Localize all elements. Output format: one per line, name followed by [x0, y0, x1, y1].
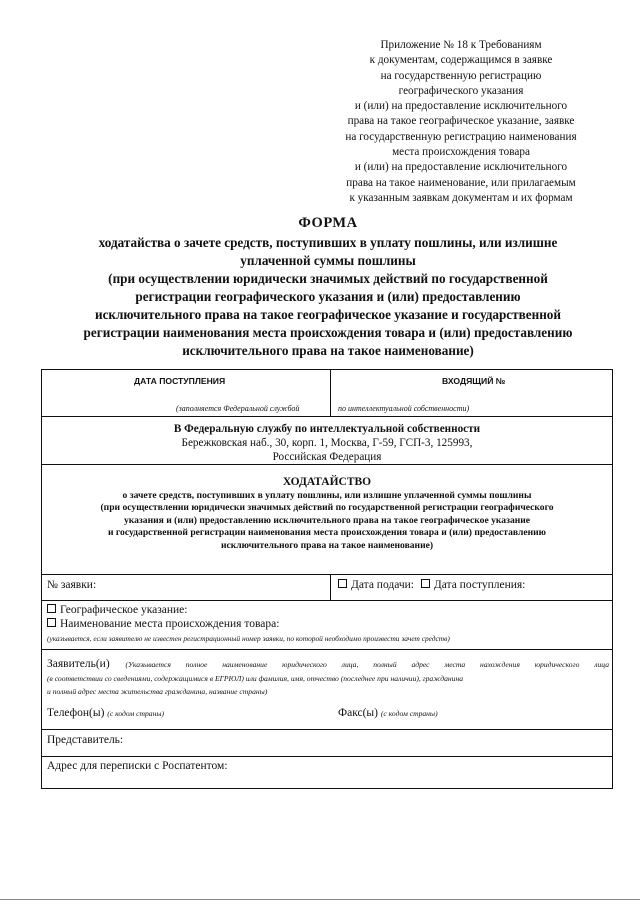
fax-label: Факс(ы): [338, 707, 378, 719]
title-line: уплаченной суммы пошлины: [240, 253, 416, 268]
fax-note: (с кодом страны): [380, 709, 438, 718]
applicant-note: (Указывается полное наименование юридического лица, полный адрес места нахождения юридического лица: [125, 660, 609, 669]
origin-name-label: Наименование места происхождения товара:: [60, 618, 280, 630]
appendix-line: и (или) на предоставление исключительного: [354, 161, 568, 174]
appendix-line: Приложение № 18 к Требованиям: [380, 39, 542, 51]
correspondence-label: Адрес для переписки с Роспатентом:: [47, 760, 228, 772]
page-edge: [0, 899, 640, 900]
appendix-line: на государственную регистрацию наименования: [345, 130, 577, 143]
petition-block: [42, 476, 612, 553]
appendix-line: к указанным заявкам документам и их формам: [349, 191, 573, 204]
petition-line: и государственной регистрации наименования места происхождения товара и (или) предоставлению: [108, 527, 546, 539]
appendix-line: на государственную регистрацию: [380, 69, 542, 82]
title-line: ходатайства о зачете средств, поступивших в уплату пошлины, или излишне: [98, 235, 558, 250]
title-line: исключительного права на такое наименование): [182, 343, 474, 358]
divider: [42, 756, 612, 757]
phone-field: [47, 707, 164, 719]
petition-line: (при осуществлении юридически значимых действий по государственной регистрации географического: [100, 502, 554, 514]
appendix-line: права на такое наименование, или прилагаемым: [346, 176, 576, 189]
forma-heading: ФОРМА: [298, 215, 358, 231]
geo-note: (указывается, если заявителю не известен регистрационный номер заявки, по которой необходимо произвести зачет средств): [47, 634, 450, 643]
title-line: исключительного права на такое географическое указание и государственной: [94, 307, 562, 322]
appendix-line: географического указания: [398, 84, 524, 97]
title-line: регистрации наименования места происхождения товара и (или) предоставлению: [83, 325, 573, 340]
form-table: [41, 369, 613, 789]
filled-by-note-right: по интеллектуальной собственности): [338, 404, 470, 413]
receipt-date-checkbox[interactable]: [421, 579, 430, 588]
appendix-line: к документам, содержащимся в заявке: [369, 54, 553, 67]
filled-by-note-left: (заполняется Федеральной службой: [176, 404, 300, 413]
divider: [330, 574, 331, 600]
appendix-line: права на такое географическое указание, заявке: [347, 115, 575, 128]
appendix-line: и (или) на предоставление исключительного: [354, 100, 568, 113]
fax-field: [338, 707, 438, 719]
divider: [42, 649, 612, 650]
petition-line: указания и (или) предоставлению исключительного права на такое географическое указание: [123, 514, 531, 526]
divider: [42, 600, 612, 601]
dates-field: [338, 579, 525, 591]
geo-indication-field: [47, 604, 187, 616]
divider: [42, 574, 612, 575]
addressee-name: В Федеральную службу по интеллектуальной собственности: [173, 423, 481, 435]
receipt-date-label: Дата поступления:: [433, 579, 526, 591]
phone-note: (с кодом страны): [107, 709, 165, 718]
phone-label: Телефон(ы): [47, 707, 105, 719]
date-received-label: ДАТА ПОСТУПЛЕНИЯ: [134, 376, 226, 386]
origin-name-checkbox[interactable]: [47, 618, 56, 627]
divider: [42, 729, 612, 730]
representative-label: Представитель:: [47, 734, 124, 746]
origin-name-field: [47, 618, 279, 630]
filing-date-checkbox[interactable]: [338, 579, 347, 588]
applicant-label: Заявитель(и): [47, 658, 110, 670]
appendix-header: [316, 38, 606, 206]
title-line: (при осуществлении юридически значимых действий по государственной: [108, 271, 548, 286]
addressee-block: [42, 422, 612, 464]
petition-line: исключительного права на такое наименование): [220, 539, 434, 551]
divider: [330, 370, 331, 416]
applicant-note: (в соответствии со сведениями, содержащимися в ЕГРЮЛ) или фамилия, имя, отчество (последнее при наличии), гражданина: [47, 674, 464, 683]
geo-indication-label: Географическое указание:: [60, 604, 188, 616]
petition-heading: ХОДАТАЙСТВО: [282, 476, 372, 488]
appendix-line: места происхождения товара: [392, 146, 530, 159]
addressee-address: Бережковская наб., 30, корп. 1, Москва, Г-59, ГСП-3, 125993,: [181, 437, 473, 449]
divider: [42, 416, 612, 417]
petition-line: о зачете средств, поступивших в уплату пошлины, или излишне уплаченной суммы пошлины: [122, 489, 532, 501]
addressee-country: Российская Федерация: [272, 451, 382, 463]
applicant-block: [47, 657, 609, 698]
incoming-number-label: ВХОДЯЩИЙ №: [442, 376, 506, 386]
applicant-note: и полный адрес места жительства гражданина, название страны): [47, 687, 268, 696]
title-line: регистрации географического указания и (или) предоставлению: [135, 289, 521, 304]
divider: [42, 464, 612, 465]
filing-date-label: Дата подачи:: [351, 579, 414, 591]
applicant-row: [47, 657, 609, 672]
application-number-label: № заявки:: [47, 579, 97, 591]
geo-indication-checkbox[interactable]: [47, 604, 56, 613]
document-title: [40, 214, 616, 360]
